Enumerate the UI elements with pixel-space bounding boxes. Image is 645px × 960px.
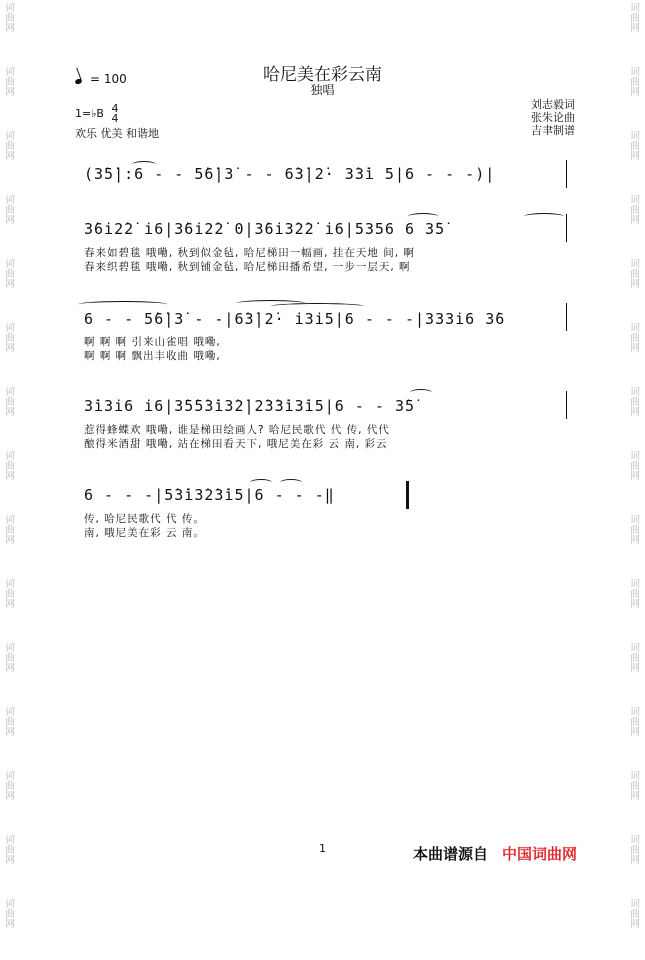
watermark-char: 网 [5, 87, 15, 98]
slur [270, 303, 365, 310]
watermark-char: 曲 [5, 397, 15, 408]
watermark-char: 曲 [630, 717, 640, 728]
lyrics-row-4-verse-1: 惹得蜂蝶欢 哦嘞, 谁是梯田绘画人? 哈尼民歌代 代 传, 代代 [84, 424, 390, 436]
watermark-char: 网 [630, 919, 640, 930]
watermark-char: 词 [630, 835, 640, 846]
watermark-char: 曲 [630, 525, 640, 536]
barline [566, 214, 567, 242]
watermark-group [2, 0, 18, 64]
watermark-char: 网 [630, 471, 640, 482]
watermark-char: 曲 [5, 269, 15, 280]
watermark-char: 网 [630, 343, 640, 354]
watermark-char: 网 [5, 407, 15, 418]
watermark-char: 网 [630, 23, 640, 34]
watermark-char: 曲 [5, 461, 15, 472]
watermark-char: 曲 [5, 205, 15, 216]
watermark-char: 词 [5, 259, 15, 270]
watermark-char: 词 [630, 771, 640, 782]
score-row-4: 3̇i3i6 i6|3̇5̇5̇3̇i3̇2̇|2̇3̇3̇i3̇i5|6 - - 3̇5̇ [84, 397, 416, 415]
lyricist: 刘志毅词 [531, 98, 575, 111]
lyrics-row-3-verse-1: 啊 啊 啊 引来山雀唱 哦嘞, [84, 336, 221, 348]
slur [280, 479, 302, 486]
watermark-char: 词 [630, 643, 640, 654]
source-label: 本曲谱源自 [413, 845, 489, 863]
watermark-char: 曲 [5, 909, 15, 920]
watermark-char: 词 [630, 515, 640, 526]
watermark-group [627, 704, 643, 768]
watermark-char: 词 [5, 643, 15, 654]
barline [566, 391, 567, 419]
lyrics-row-2-verse-1: 春来如碧毯 哦嘞, 秋到似金毡, 哈尼梯田一幅画, 挂在天地 间, 啊 [84, 247, 415, 259]
source-site-link[interactable]: 中国词曲网 [502, 845, 578, 863]
watermark-char: 网 [5, 663, 15, 674]
watermark-char: 网 [5, 791, 15, 802]
watermark-group [627, 896, 643, 960]
watermark-char: 词 [630, 131, 640, 142]
watermark-char: 曲 [630, 653, 640, 664]
watermark-group [2, 192, 18, 256]
watermark-char: 词 [5, 387, 15, 398]
watermark-group [627, 448, 643, 512]
watermark-char: 网 [630, 791, 640, 802]
engraver: 吉聿制谱 [531, 124, 575, 137]
slur [410, 389, 432, 396]
watermark-char: 曲 [5, 717, 15, 728]
watermark-group [2, 768, 18, 832]
watermark-char: 曲 [630, 77, 640, 88]
tempo-value: = 100 [90, 72, 127, 86]
watermark-char: 网 [5, 279, 15, 290]
watermark-char: 网 [5, 343, 15, 354]
watermark-char: 词 [630, 323, 640, 334]
lyrics-row-3-verse-2: 啊 啊 啊 飘出丰收曲 哦嘞, [84, 350, 221, 362]
watermark-group [2, 896, 18, 960]
quarter-note-icon [74, 78, 82, 85]
watermark-char: 曲 [630, 205, 640, 216]
watermark-char: 词 [630, 195, 640, 206]
watermark-char: 词 [5, 451, 15, 462]
watermark-char: 词 [630, 451, 640, 462]
watermark-char: 词 [5, 579, 15, 590]
watermark-char: 曲 [630, 141, 640, 152]
watermark-char: 曲 [630, 781, 640, 792]
watermark-group [2, 704, 18, 768]
watermark-char: 曲 [5, 333, 15, 344]
watermark-group [627, 576, 643, 640]
final-barline [406, 481, 409, 509]
lyrics-row-2-verse-2: 春来织碧毯 哦嘞, 秋到铺金毡, 哈尼梯田播希望, 一步一层天, 啊 [84, 261, 411, 273]
watermark-char: 曲 [5, 589, 15, 600]
watermark-group [2, 256, 18, 320]
watermark-char: 网 [630, 87, 640, 98]
watermark-char: 网 [630, 407, 640, 418]
watermark-group [627, 640, 643, 704]
watermark-char: 网 [5, 215, 15, 226]
watermark-char: 曲 [5, 653, 15, 664]
watermark-char: 网 [5, 599, 15, 610]
watermark-char: 网 [630, 535, 640, 546]
slur [250, 479, 272, 486]
watermark-char: 词 [5, 3, 15, 14]
watermark-char: 网 [5, 727, 15, 738]
watermark-char: 曲 [5, 141, 15, 152]
watermark-char: 曲 [630, 333, 640, 344]
watermark-char: 网 [5, 919, 15, 930]
watermark-char: 词 [630, 899, 640, 910]
watermark-group [627, 256, 643, 320]
watermark-char: 词 [5, 67, 15, 78]
watermark-char: 曲 [630, 909, 640, 920]
watermark-char: 词 [5, 515, 15, 526]
score-row-5: 6 - - -|5̇3̇i3̇2̇3̇i5|6 - - -‖ [84, 486, 335, 504]
watermark-group [627, 128, 643, 192]
watermark-char: 曲 [5, 845, 15, 856]
key-signature [75, 104, 118, 124]
watermark-char: 词 [5, 131, 15, 142]
barline [566, 160, 567, 188]
watermark-group [627, 320, 643, 384]
watermark-char: 网 [5, 23, 15, 34]
watermark-char: 词 [5, 899, 15, 910]
watermark-char: 网 [5, 855, 15, 866]
watermark-char: 词 [630, 387, 640, 398]
watermark-char: 网 [630, 599, 640, 610]
credits [531, 98, 575, 137]
watermark-char: 曲 [630, 13, 640, 24]
watermark-group [2, 384, 18, 448]
score-row-2: 3̇6i2̇2̇ i6|3̇6i2̇2̇ 0|3̇6i3̇2̇2̇ i6|5356 6 3̇5̇ [84, 220, 446, 238]
watermark-group [2, 128, 18, 192]
watermark-char: 词 [5, 835, 15, 846]
watermark-char: 网 [630, 279, 640, 290]
score-row-3: 6 - - 5̇6̇|3̇ - -|6̇3̇|2̇· i3i5|6 - - -|333i6 3̇6 [84, 310, 506, 328]
watermark-char: 词 [5, 195, 15, 206]
slur [132, 161, 156, 168]
watermark-group [627, 192, 643, 256]
watermark-char: 曲 [630, 589, 640, 600]
lyrics-row-5-verse-1: 传, 哈尼民歌代 代 传。 [84, 513, 205, 525]
watermark-char: 网 [630, 855, 640, 866]
time-bottom: 4 [111, 112, 119, 125]
watermark-char: 网 [5, 151, 15, 162]
watermark-char: 词 [5, 707, 15, 718]
watermark-group [2, 640, 18, 704]
source-credit [413, 843, 577, 864]
barline [566, 303, 567, 331]
time-top: 4 [111, 102, 119, 115]
lyrics-row-5-verse-2: 南, 哦尼美在彩 云 南。 [84, 527, 205, 539]
watermark-char: 词 [630, 259, 640, 270]
watermark-char: 曲 [630, 269, 640, 280]
watermark-char: 曲 [5, 13, 15, 24]
slur [524, 213, 564, 220]
tempo-marking [75, 72, 127, 86]
watermark-char: 曲 [630, 461, 640, 472]
key-value: 1=♭B [75, 107, 104, 120]
watermark-char: 词 [630, 3, 640, 14]
composer: 张朱论曲 [531, 111, 575, 124]
expression-marking: 欢乐 优美 和谐地 [75, 127, 159, 140]
time-signature [111, 104, 118, 124]
watermark-char: 网 [630, 663, 640, 674]
watermark-char: 网 [630, 215, 640, 226]
lyrics-row-4-verse-2: 酿得米酒甜 哦嘞, 站在梯田看天下, 哦尼美在彩 云 南, 彩云 [84, 438, 388, 450]
watermark-left [2, 0, 18, 930]
watermark-char: 词 [630, 67, 640, 78]
watermark-char: 曲 [5, 525, 15, 536]
watermark-char: 网 [5, 535, 15, 546]
watermark-right [627, 0, 643, 930]
slur [408, 213, 438, 220]
watermark-char: 曲 [5, 77, 15, 88]
watermark-char: 词 [630, 707, 640, 718]
watermark-char: 词 [5, 323, 15, 334]
watermark-group [627, 384, 643, 448]
watermark-char: 词 [630, 579, 640, 590]
watermark-char: 网 [630, 727, 640, 738]
watermark-group [627, 768, 643, 832]
song-title: 哈尼美在彩云南 [263, 65, 382, 85]
slur [78, 301, 168, 308]
watermark-group [627, 512, 643, 576]
watermark-group [2, 512, 18, 576]
watermark-char: 词 [5, 771, 15, 782]
watermark-char: 曲 [5, 781, 15, 792]
watermark-group [2, 320, 18, 384]
watermark-group [2, 448, 18, 512]
page-number: 1 [319, 842, 326, 855]
watermark-char: 曲 [630, 397, 640, 408]
watermark-char: 网 [5, 471, 15, 482]
score-row-1: (3̇5̇|:6 - - 5̇6̇|3̇ - - 6̇3̇|2̇· 3̇3̇i 5|6 - - -)| [84, 165, 496, 183]
watermark-group [2, 576, 18, 640]
song-subtitle: 独唱 [310, 83, 335, 97]
watermark-group [627, 0, 643, 64]
watermark-char: 曲 [630, 845, 640, 856]
watermark-char: 网 [630, 151, 640, 162]
